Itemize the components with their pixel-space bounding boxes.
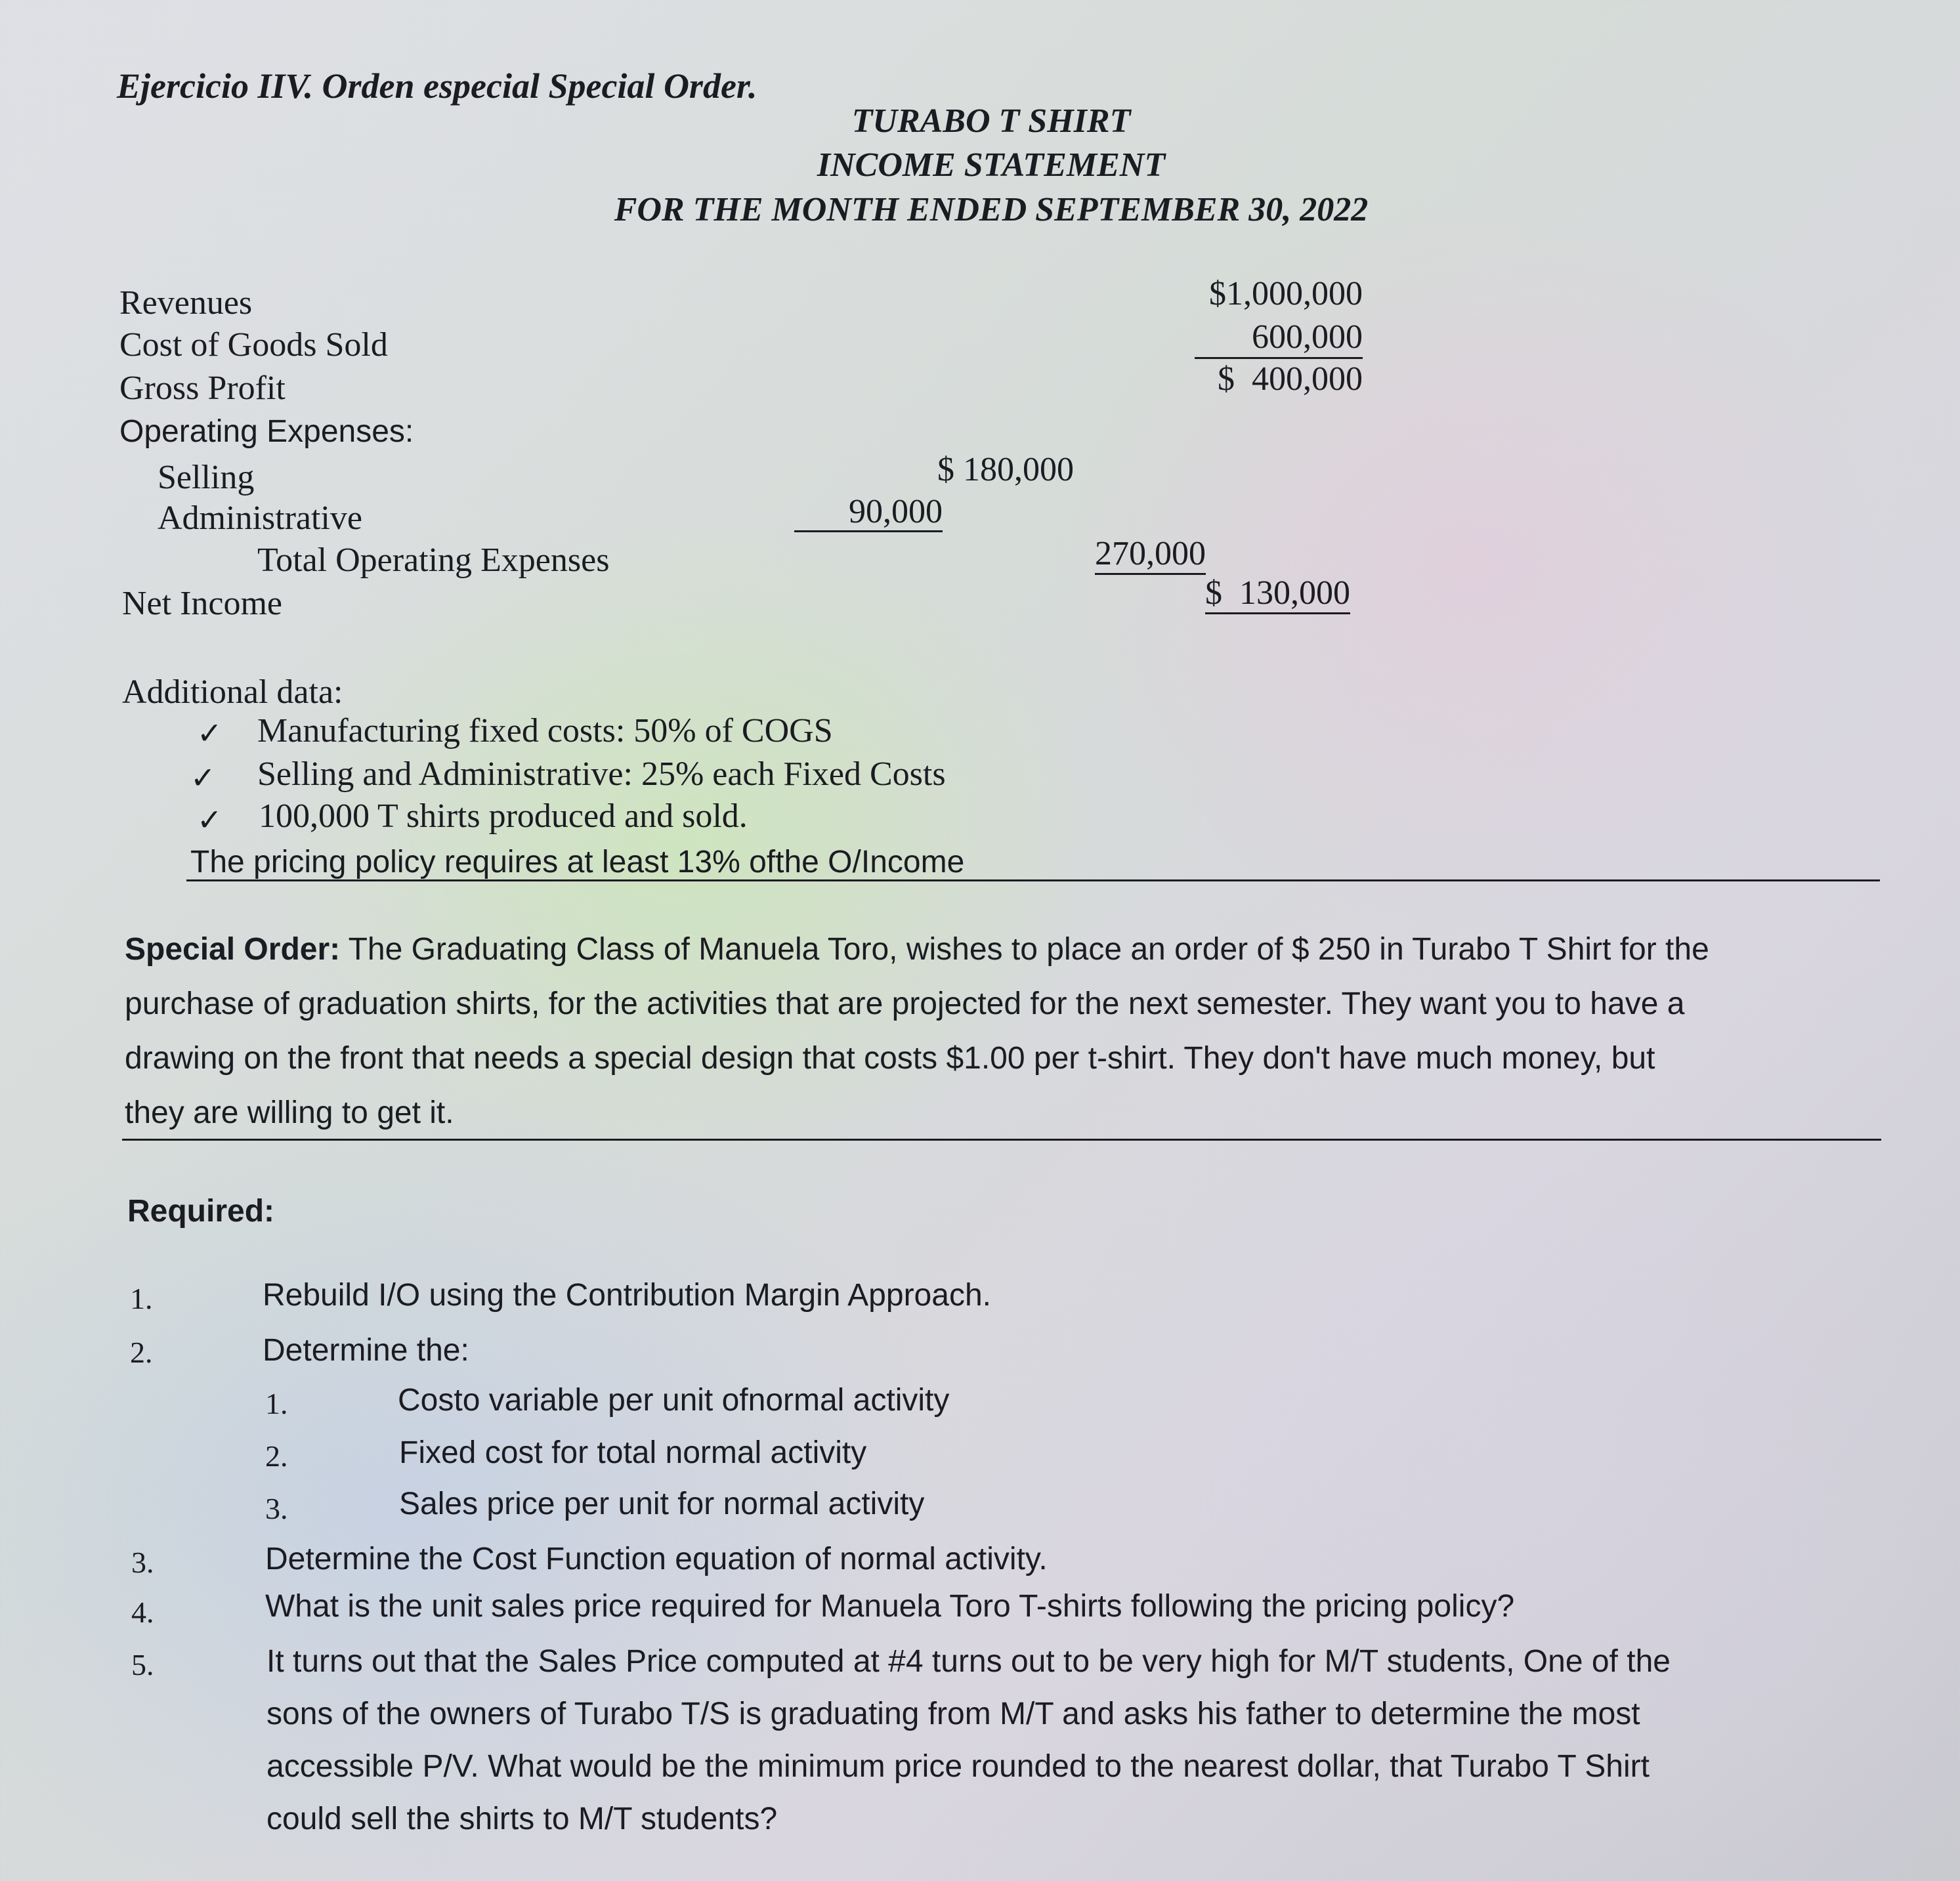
additional-data-heading: Additional data: xyxy=(122,673,343,711)
gross-profit-value: $ 400,000 xyxy=(1218,360,1363,398)
question-number: 5. xyxy=(131,1648,154,1681)
checkmark-icon: ✓ xyxy=(197,802,223,837)
net-income-label: Net Income xyxy=(122,585,283,622)
operating-expenses-label: Operating Expenses: xyxy=(119,414,414,449)
question-text-line: sons of the owners of Turabo T/S is graduating from M/T and asks his father to determine the most xyxy=(266,1697,1640,1731)
sub-question-number: 3. xyxy=(265,1492,288,1525)
company-name: TURABO T SHIRT xyxy=(851,102,1131,140)
total-opex-label: Total Operating Expenses xyxy=(257,541,610,579)
sub-question-text: Costo variable per unit ofnormal activity xyxy=(398,1383,950,1418)
question-text-line: could sell the shirts to M/T students? xyxy=(266,1802,778,1836)
question-number: 2. xyxy=(130,1336,153,1369)
question-number: 1. xyxy=(130,1282,153,1315)
sub-question-text: Sales price per unit for normal activity xyxy=(399,1487,925,1521)
revenues-label: Revenues xyxy=(119,284,253,322)
sub-question-text: Fixed cost for total normal activity xyxy=(399,1435,867,1470)
special-order-line: drawing on the front that needs a special design that costs $1.00 per t-shirt. They don't have much money, but xyxy=(125,1041,1655,1076)
additional-data-item: 100,000 T shirts produced and sold. xyxy=(259,797,748,835)
special-order-line: The Graduating Class of Manuela Toro, wishes to place an order of $ 250 in Turabo T Shirt for the xyxy=(348,932,1709,967)
additional-data-item: Manufacturing fixed costs: 50% of COGS xyxy=(257,712,833,750)
section-divider xyxy=(122,1139,1881,1141)
question-5-paragraph xyxy=(266,1636,1894,1846)
sub-question-number: 1. xyxy=(265,1387,288,1420)
statement-period: FOR THE MONTH ENDED SEPTEMBER 30, 2022 xyxy=(614,191,1369,228)
special-order-label: Special Order: xyxy=(125,932,341,967)
question-text: Rebuild I/O using the Contribution Margin Approach. xyxy=(263,1278,991,1313)
checkmark-icon: ✓ xyxy=(197,715,223,751)
selling-label: Selling xyxy=(158,459,255,496)
question-text: Determine the: xyxy=(263,1333,469,1368)
cogs-underline xyxy=(1195,357,1363,359)
section-divider xyxy=(186,879,1880,881)
selling-value: $ 180,000 xyxy=(937,451,1074,488)
cogs-label: Cost of Goods Sold xyxy=(119,326,388,364)
statement-name: INCOME STATEMENT xyxy=(817,146,1166,184)
gross-profit-label: Gross Profit xyxy=(119,370,286,407)
question-number: 4. xyxy=(131,1596,154,1629)
required-heading: Required: xyxy=(127,1194,275,1229)
question-number: 3. xyxy=(131,1546,154,1579)
additional-data-item: Selling and Administrative: 25% each Fixed Costs xyxy=(257,755,946,793)
special-order-line: purchase of graduation shirts, for the activities that are projected for the next semester. They want you to have a xyxy=(125,986,1685,1021)
question-text: Determine the Cost Function equation of normal activity. xyxy=(265,1542,1048,1576)
question-text: What is the unit sales price required for Manuela Toro T-shirts following the pricing policy? xyxy=(265,1589,1515,1624)
checkmark-icon: ✓ xyxy=(190,760,216,795)
administrative-value: 90,000 xyxy=(849,493,943,530)
revenues-value: $1,000,000 xyxy=(1209,275,1363,312)
special-order-paragraph xyxy=(125,922,1897,1140)
pricing-policy: The pricing policy requires at least 13% ofthe O/Income xyxy=(190,845,965,879)
net-income-value: $ 130,000 xyxy=(1205,574,1350,614)
question-text-line: It turns out that the Sales Price computed at #4 turns out to be very high for M/T students, One of the xyxy=(266,1644,1671,1679)
administrative-underline xyxy=(794,530,943,532)
special-order-line: they are willing to get it. xyxy=(125,1095,454,1130)
exercise-title: Ejercicio IIV. Orden especial Special Order. xyxy=(117,66,757,106)
cogs-value: 600,000 xyxy=(1252,318,1363,356)
sub-question-number: 2. xyxy=(265,1439,288,1473)
total-opex-value: 270,000 xyxy=(1095,534,1206,575)
question-text-line: accessible P/V. What would be the minimum price rounded to the nearest dollar, that Turabo T Shirt xyxy=(266,1749,1650,1784)
administrative-label: Administrative xyxy=(158,499,362,537)
